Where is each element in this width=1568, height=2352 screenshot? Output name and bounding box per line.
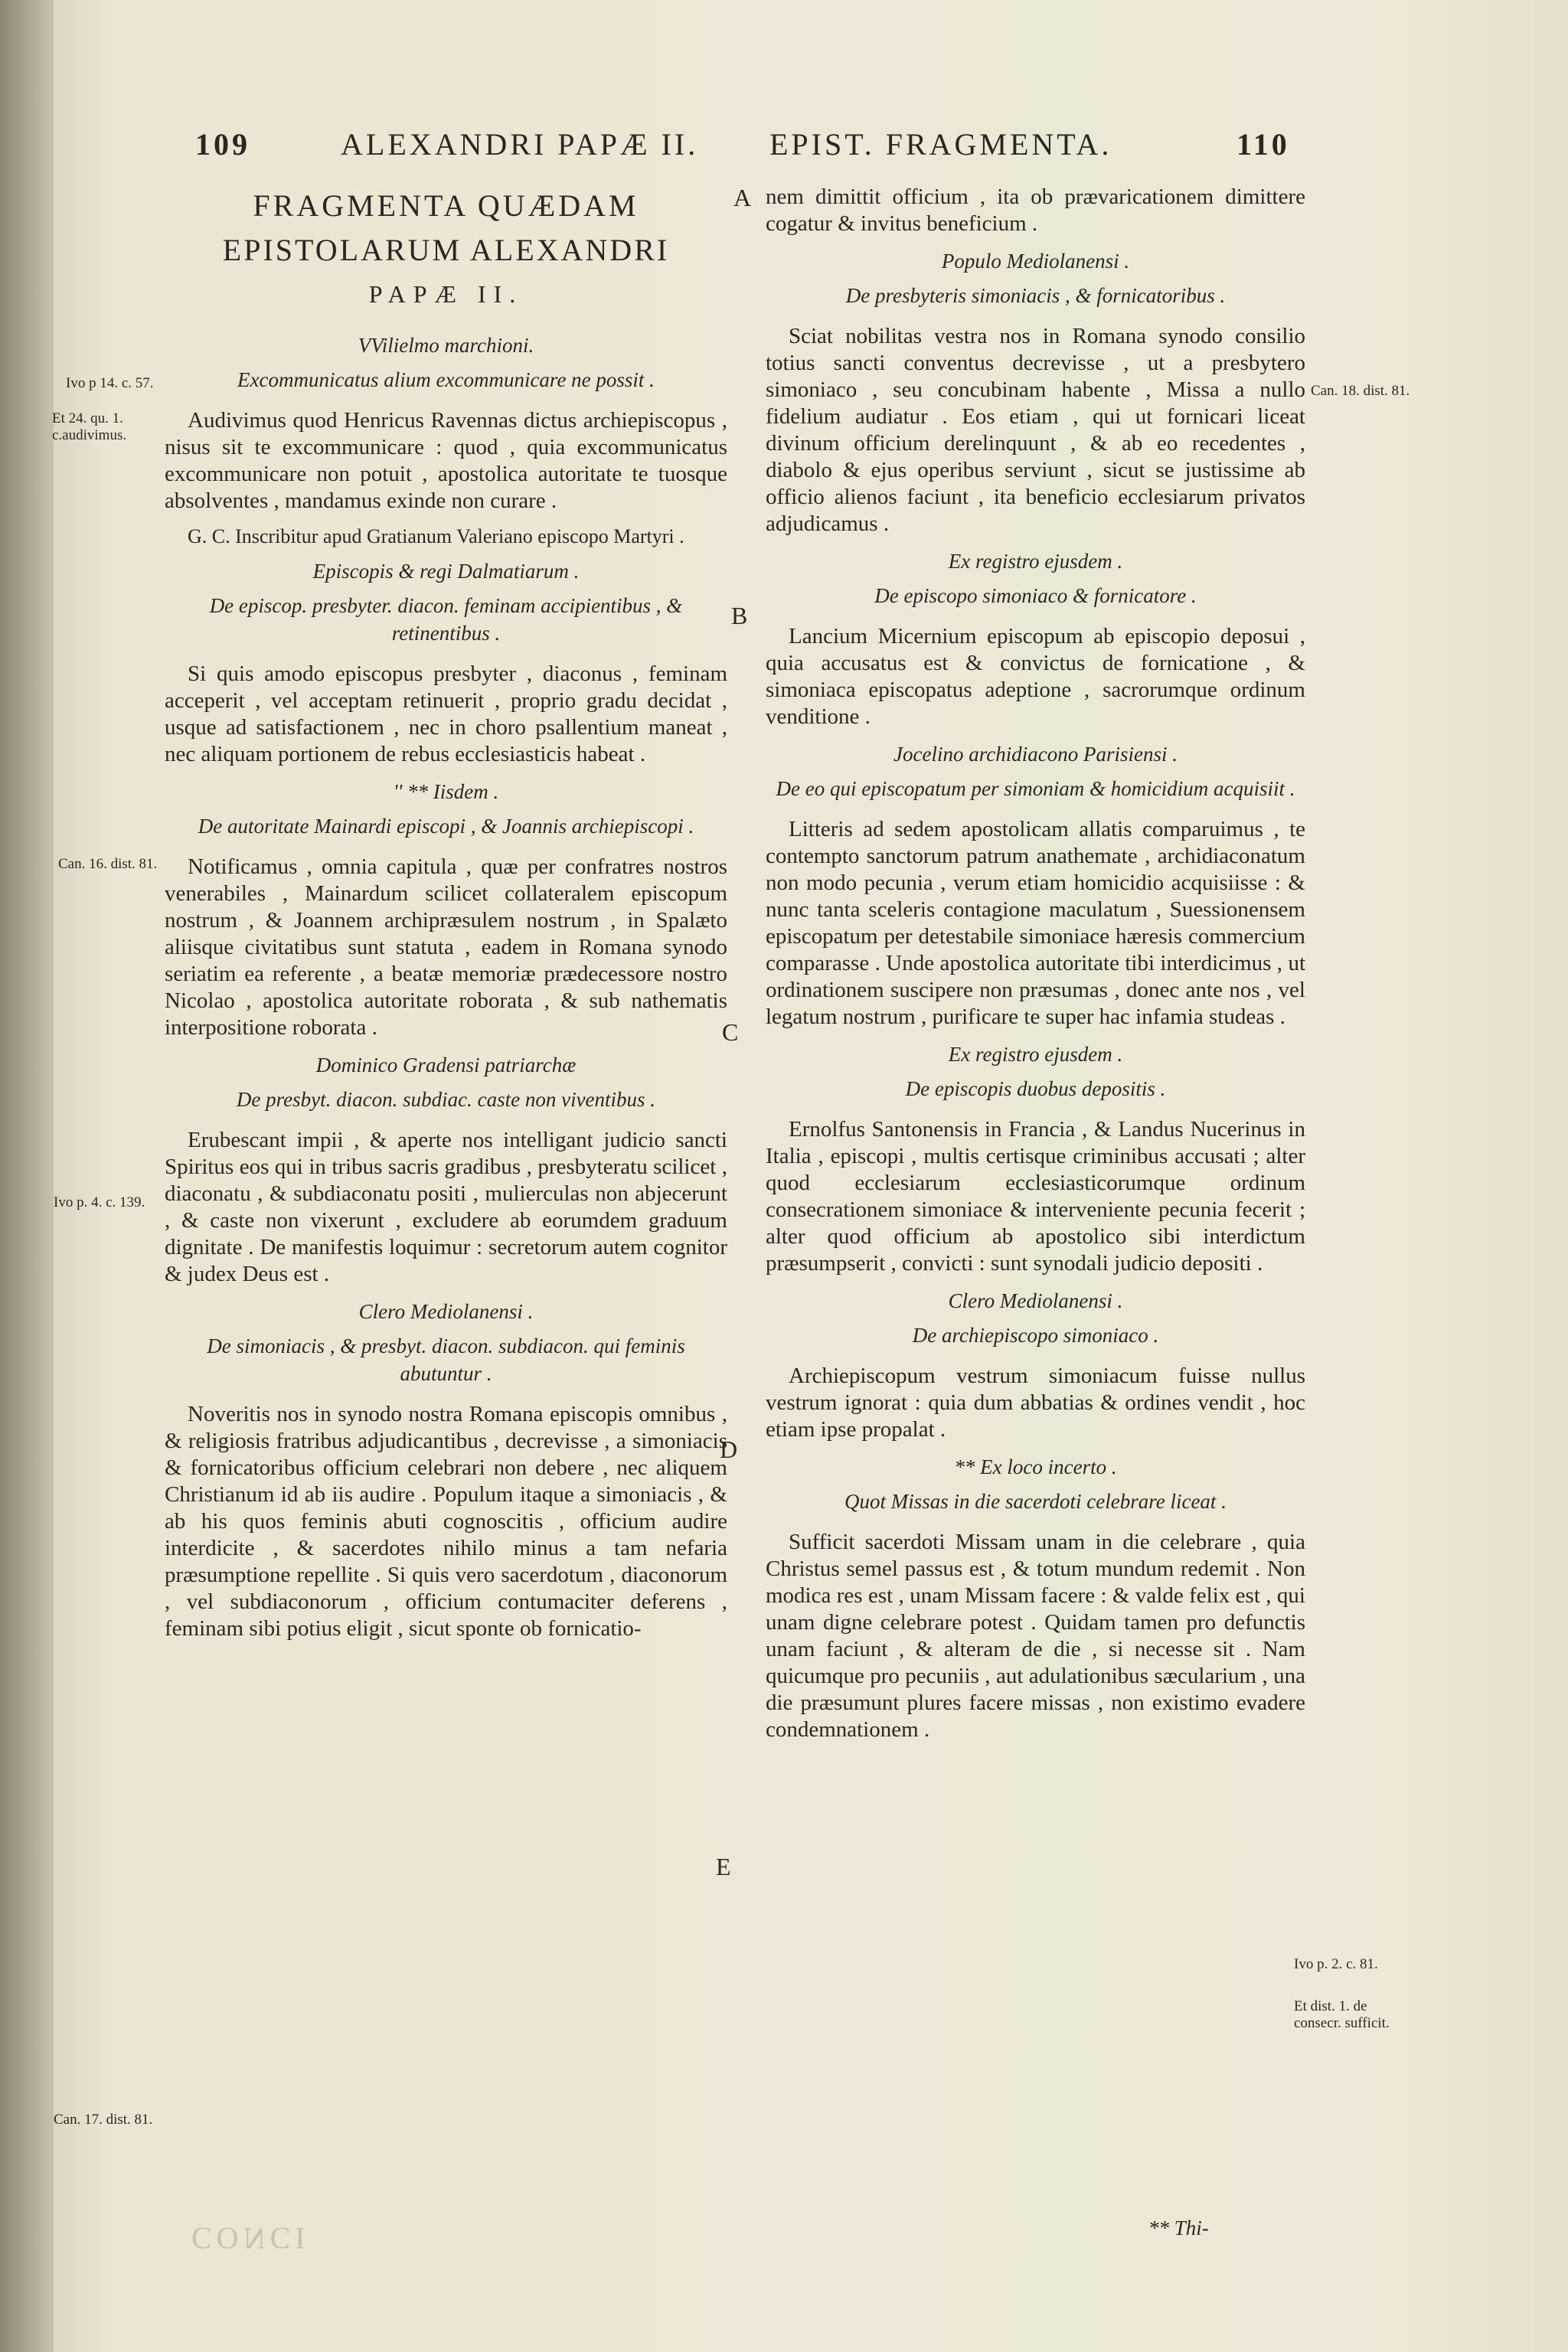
running-header <box>0 126 1568 180</box>
letter-text: Audivimus quod Henricus Ravennas dictus archiepiscopus , nisus sit te excommunicare : quod , quia excommunicatus excommunicare non potuit , apostolica autoritate te tuosque absolventes , mandamus exinde non curare . <box>165 408 727 513</box>
letter-rubric: De episcopo simoniaco & fornicatore . <box>874 584 1197 607</box>
letter-text: Si quis amodo episcopus presbyter , diaconus , feminam acceperit , vel acceptam retinuerit , proprio gradu decidat , usque ad satisfactionem , nec in choro psallentium maneat , nec aliquam portionem de rebus ecclesiasticis habeat . <box>165 662 727 766</box>
margin-note: Ivo p 14. c. 57. <box>66 375 154 391</box>
margin-note: Ivo p. 4. c. 139. <box>54 1194 145 1210</box>
letter-rubric: De autoritate Mainardi episcopi , & Joannis archiepiscopi . <box>198 815 694 838</box>
letter-text: Lancium Micernium episcopum ab episcopio deposui , quia accusatus est & convictus de fornicatione , & simoniaca episcopatus adeptione , sacrorumque ordinum venditione . <box>766 624 1305 729</box>
letter-text: Ernolfus Santonensis in Francia , & Landus Nucerinus in Italia , episcopi , multis certisque criminibus accusati ; alter quod ecclesiarum ecclesiasticorumque ordinum consecrationem simoniace & interveniente pecunia fecerit ; alter quod officium ab apostolico sibi interdictum præsumpserit , convicti : sunt synodali judicio depositi . <box>766 1117 1305 1276</box>
section-title <box>165 184 727 315</box>
letter-rubric: Excommunicatus alium excommunicare ne possit . <box>237 368 655 391</box>
letter-address: Dominico Gradensi patriarchæ <box>315 1054 577 1076</box>
margin-note: Ivo p. 2. c. 81. <box>1294 1956 1378 1972</box>
letter-address: ** Ex loco incerto . <box>954 1455 1117 1478</box>
letter-rubric: De simoniacis , & presbyt. diacon. subdiacon. qui feminis abutuntur . <box>207 1334 685 1385</box>
letter-text: Sciat nobilitas vestra nos in Romana synodo consilio totius sancti conventus decrevisse , ut a presbytero simoniaco , seu concubinam habente , Missa a nullo fidelium audiatur . Eos etiam , qui ut fornicari liceat divinum officium derelinquunt , & ab eo recedentes , diabolo & ejus operibus serviunt , sicut se justissime ab officio alienos faciunt , ita beneficio ecclesiarum privatos adjudicamus . <box>766 324 1305 536</box>
letter-address: Clero Mediolanensi . <box>948 1289 1123 1312</box>
page-number-right: 110 <box>1236 127 1290 162</box>
margin-note: Can. 16. dist. 81. <box>58 856 158 872</box>
letter-text: Noveritis nos in synodo nostra Romana episcopis omnibus , & religiosis fratribus adjudicantibus , decrevisse , a simoniacis & fornicatoribus officium celebrari non debere , nec aliquem Christianum id ab iis audire . Populum itaque a simoniacis , & ab his quos feminis abuti cognoscitis , officium audire interdicite , & sacerdotes nihilo minus a tam nefaria præsumptione repellite . Si quis vero sacerdotum , diaconorum , vel subdiaconorum , officium contumaciter deferens , feminam sibi potius eligit , sicut sponte ob fornicatio- <box>165 1402 727 1641</box>
section-letter-e: E <box>716 1853 731 1880</box>
bleed-through-text: CONCI <box>191 2221 310 2256</box>
margin-note: Et 24. qu. 1. c.audivimus. <box>52 410 127 443</box>
running-title-left: ALEXANDRI PAPÆ II. <box>341 127 699 162</box>
page-gutter-shadow <box>0 0 54 2352</box>
section-letter-b: B <box>731 602 748 629</box>
title-line-2: EPISTOLARUM ALEXANDRI <box>222 233 670 267</box>
letter-address: Populo Mediolanensi . <box>941 250 1130 273</box>
margin-note: Can. 18. dist. 81. <box>1311 383 1410 399</box>
letter-rubric: De presbyt. diacon. subdiac. caste non viventibus . <box>236 1088 656 1111</box>
letter-rubric: De archiepiscopo simoniaco . <box>912 1324 1159 1347</box>
letter-text-continued: nem dimittit officium , ita ob prævaricationem dimittere cogatur & invitus beneficium . <box>766 185 1305 236</box>
letter-address: Clero Mediolanensi . <box>358 1300 534 1323</box>
letter-rubric: De eo qui episcopatum per simoniam & homicidium acquisiit . <box>776 777 1295 800</box>
letter-address: Episcopis & regi Dalmatiarum . <box>312 560 580 583</box>
right-column <box>766 184 1305 1753</box>
letter-text: Archiepiscopum vestrum simoniacum fuisse nullus vestrum ignorat : quia dum abbatias & ordines vendit , hoc etiam ipse propalat . <box>766 1364 1305 1442</box>
letter-address: '' ** Iisdem . <box>393 780 499 803</box>
margin-note: Can. 17. dist. 81. <box>54 2112 153 2128</box>
page-number-left: 109 <box>195 127 250 162</box>
letter-rubric: Quot Missas in die sacerdoti celebrare liceat . <box>844 1490 1227 1513</box>
title-line-1: FRAGMENTA QUÆDAM <box>253 188 639 223</box>
catchword: ** Thi- <box>1148 2216 1209 2239</box>
editorial-note: G. C. Inscribitur apud Gratianum Valeriano episcopo Martyri . <box>188 525 684 547</box>
letter-rubric: De presbyteris simoniacis , & fornicatoribus . <box>845 284 1226 307</box>
section-letter-d: D <box>720 1436 738 1463</box>
running-title-right: EPIST. FRAGMENTA. <box>769 127 1112 162</box>
letter-rubric: De episcop. presbyter. diacon. feminam accipientibus , & retinentibus . <box>209 594 683 645</box>
letter-address: VVilielmo marchioni. <box>358 334 534 357</box>
letter-text: Notificamus , omnia capitula , quæ per confratres nostros venerabiles , Mainardum scilicet collateralem episcopum nostrum , & Joannem archipræsulem nostrum , in Spalæto aliisque civitatibus sunt statuta , eadem in Romana synodo seriatim ea referente , a beatæ memoriæ prædecessore nostro Nicolao , apostolica autoritate roborata , & sub nathematis interpositione roborata . <box>165 854 727 1040</box>
title-line-3: PAPÆ II. <box>368 280 524 308</box>
letter-text: Erubescant impii , & aperte nos intelligant judicio sancti Spiritus eos qui in tribus sacris gradibus , presbyteratu scilicet , diaconatu , & subdiaconatu positi , mulierculas non abjecerunt , & caste non vixerunt , excludere ab eorumdem graduum dignitate . De manifestis loquimur : secretorum autem cognitor & judex Deus est . <box>165 1128 727 1286</box>
letter-text: Litteris ad sedem apostolicam allatis comparuimus , te contempto sanctorum patrum anathemate , archidiaconatum non modo pecunia , verum etiam homicidio acquisiisse : & nunc tanta sceleris contagione maculatum , Suessionensem episcopatum per detestabile simoniace hæresis commercium comparasse . Unde apostolica autoritate tibi interdicimus , ut ordinationem suscipere non præsumas , donec ante nos , vel legatum nostrum , purificare te super hac infamia studeas . <box>766 817 1305 1029</box>
letter-rubric: De episcopis duobus depositis . <box>905 1077 1166 1100</box>
section-letter-c: C <box>722 1018 739 1046</box>
margin-note: Et dist. 1. de consecr. sufficit. <box>1294 1998 1390 2031</box>
letter-address: Ex registro ejusdem . <box>948 550 1123 573</box>
section-letter-a: A <box>733 184 752 211</box>
letter-address: Ex registro ejusdem . <box>948 1043 1123 1066</box>
letter-address: Jocelino archidiacono Parisiensi . <box>893 743 1178 766</box>
letter-text: Sufficit sacerdoti Missam unam in die celebrare , quia Christus semel passus est , & totum mundum redemit . Non modica res est , unam Missam facere : & valde felix est , qui unam digne celebrare potest . Quidam tamen pro defunctis unam faciunt , & alteram de die , si necesse sit . Nam quicumque pro pecuniis , aut adulationibus sæcularium , una die præsumunt plures facere missas , non existimo evadere condemnationem . <box>766 1530 1305 1742</box>
left-column <box>165 184 727 1651</box>
